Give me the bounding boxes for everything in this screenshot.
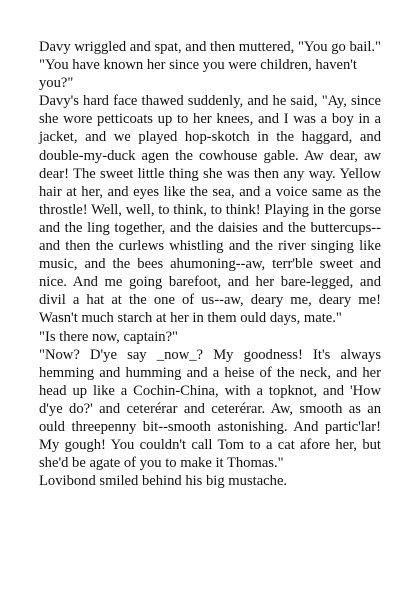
paragraph-is-there-now: "Is there now, captain?" xyxy=(39,328,179,345)
paragraph-now-dye-say: "Now? D'ye say _now_? My goodness! It's always hemming and humming and a heise of the neck, and her head up like a Cochin-China, with a topknot, and 'How d'ye do?' and ceterérar and ceterérar. Aw, smooth as an ould threepenny bit--smooth astonishing. And partic'lar! My gough! You couldn't call Tom to a cat afore her, but she'd be agate of you to make it Thomas." xyxy=(39,346,381,472)
paragraph-davy-reminisces: Davy's hard face thawed suddenly, and he said, "Ay, since she wore petticoats up to her knees, and I was a boy in a jacket, and we played hop-skotch in the haggard, and double-my-duck agen the cowhouse gable. Aw dear, aw dear! The sweet little thing she was then any way. Yellow hair at her, and eyes like the sea, and a voice same as the throstle! Well, well, to think, to think! Playing in the gorse and the ling together, and the daisies and the buttercups--and then the curlews whistling and the river singing like music, and the bees ahumoning--aw, terr'ble sweet and nice. And me going barefoot, and her bare-legged, and divil a hat at the one of us--aw, deary me, deary me! Wasn't much starch at her in them ould days, mate." xyxy=(39,93,381,327)
page-text xyxy=(39,38,381,490)
paragraph-lovibond-smiled: Lovibond smiled behind his big mustache. xyxy=(39,473,288,490)
paragraph-known-her: "You have known her since you were children, haven't you?" xyxy=(39,57,357,92)
paragraph-davy-wriggled: Davy wriggled and spat, and then muttered, "You go bail." xyxy=(39,39,381,55)
